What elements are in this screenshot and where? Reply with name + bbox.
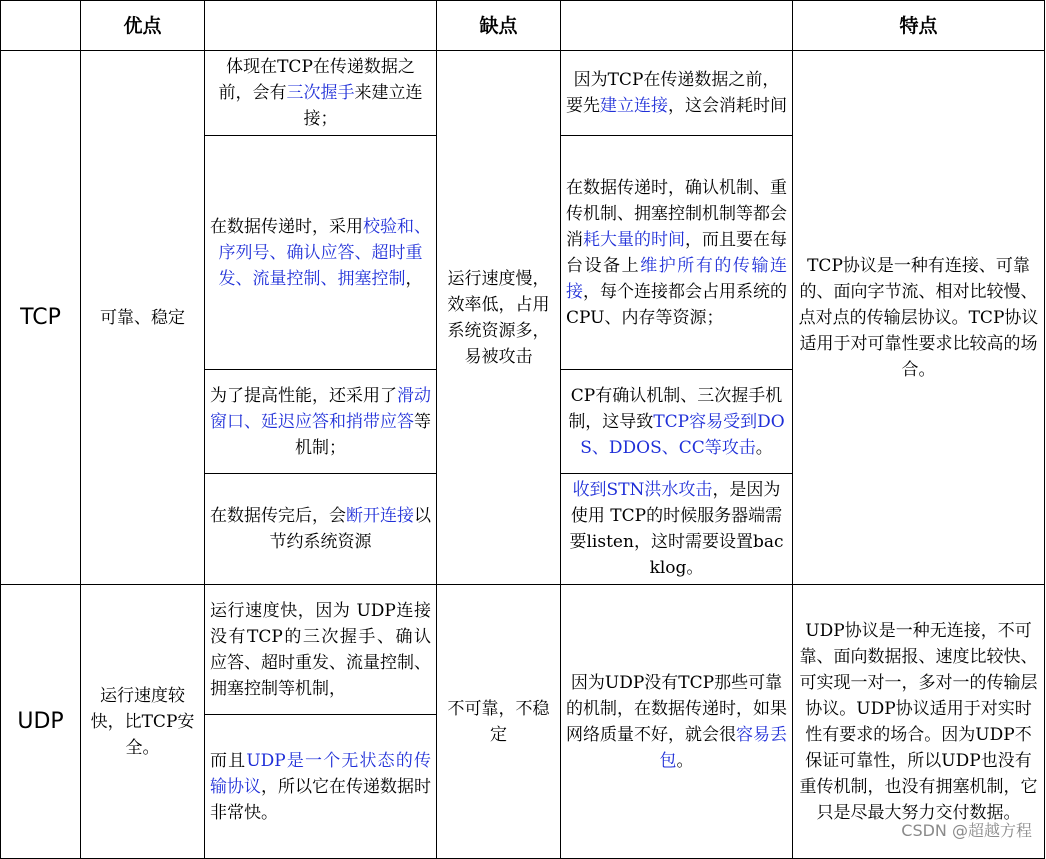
tcp-advantage-detail <box>205 51 437 136</box>
highlighted-term: 建立连接 <box>600 96 668 116</box>
tcp-row-1 <box>1 51 1045 136</box>
highlighted-term: 耗大量的时间 <box>583 229 685 250</box>
cell-text: 在数据传递时，采用 <box>210 216 363 237</box>
tcp-label: TCP <box>1 51 81 585</box>
cell-text: ，每个连接都会占用系统的CPU、内存等资源； <box>566 281 787 328</box>
highlighted-term: 滑动窗口、延迟应答和捎带应答 <box>210 385 431 432</box>
cell-text: ，所以它在传递数据时非常快。 <box>210 776 431 823</box>
cell-text: ， <box>405 268 423 289</box>
header-advantage-detail <box>205 1 437 51</box>
header-advantage: 优点 <box>81 1 205 51</box>
highlighted-term: TCP容易受到DOS、DDOS、CC等攻击 <box>580 411 785 458</box>
highlighted-term: 校验和、序列号、确认应答、超时重发、流量控制、拥塞控制 <box>218 216 431 289</box>
header-disadvantage-detail <box>561 1 793 51</box>
cell-text: 运行速度快，因为 UDP连接没有TCP的三次握手、确认应答、超时重发、流量控制、拥塞控制等机制， <box>210 600 431 699</box>
header-feature: 特点 <box>793 1 1045 51</box>
tcp-advantage-summary: 可靠、稳定 <box>81 51 205 585</box>
tcp-advantage-detail <box>205 136 437 370</box>
tcp-advantage-detail <box>205 370 437 474</box>
cell-text: ，是因为使用 TCP的时候服务器端需要listen，这时需要设置backlog。 <box>569 480 784 578</box>
udp-label: UDP <box>1 585 81 859</box>
highlighted-term: UDP是一个无状态的传输协议 <box>210 750 431 797</box>
cell-text: ，而且要在每台设备上 <box>566 229 787 276</box>
cell-text: 以节约系统资源 <box>269 506 431 552</box>
header-row <box>1 1 1045 51</box>
highlighted-term: 断开连接 <box>346 506 414 526</box>
cell-text: 在数据传完后，会 <box>210 506 346 526</box>
highlighted-term: 收到STN洪水攻击 <box>572 480 713 500</box>
udp-advantage-detail <box>205 715 437 859</box>
cell-text: 在数据传递时，确认机制、重传机制、拥塞控制机制等都会消 <box>566 177 787 250</box>
tcp-disadvantage-detail <box>561 370 793 474</box>
udp-advantage-summary: 运行速度较快，比TCP安全。 <box>81 585 205 859</box>
tcp-disadvantage-summary: 运行速度慢，效率低，占用系统资源多，易被攻击 <box>437 51 561 585</box>
cell-text: 来建立连接； <box>303 83 423 129</box>
udp-disadvantage-summary: 不可靠，不稳定 <box>437 585 561 859</box>
udp-row-1 <box>1 585 1045 715</box>
tcp-disadvantage-detail <box>561 136 793 370</box>
cell-text: 。 <box>755 437 773 458</box>
tcp-feature: TCP协议是一种有连接、可靠的、面向字节流、相对比较慢、点对点的传输层协议。TCP协议适用于对可靠性要求比较高的场合。 <box>793 51 1045 585</box>
cell-text: ，这会消耗时间 <box>668 96 787 116</box>
cell-text: 。 <box>676 750 694 771</box>
udp-feature: UDP协议是一种无连接，不可靠、面向数据报、速度比较快、可实现一对一，多对一的传输层协议。UDP协议适用于对实时性有要求的场合。因为UDP不保证可靠性，所以UDP也没有重传机制，也没有拥塞机制，它只是尽最大努力交付数据。 <box>793 585 1045 859</box>
cell-text: 因为TCP在传递数据之前，要先 <box>566 70 780 116</box>
cell-text: CP有确认机制、三次握手机制，这导致 <box>568 385 783 432</box>
highlighted-term: 三次握手 <box>286 83 355 103</box>
csdn-watermark: CSDN @超越方程 <box>901 821 1032 840</box>
cell-text: 而且 <box>210 750 247 771</box>
cell-text: 因为UDP没有TCP那些可靠的机制，在数据传递时，如果网络质量不好，就会很 <box>566 672 787 745</box>
highlighted-term: 维护所有的传输连接 <box>566 255 788 302</box>
highlighted-term: 容易丢包 <box>659 724 787 771</box>
header-disadvantage: 缺点 <box>437 1 561 51</box>
header-corner-cell <box>1 1 81 51</box>
cell-text: 为了提高性能，还采用了 <box>210 385 397 406</box>
tcp-disadvantage-detail <box>561 51 793 136</box>
udp-advantage-detail <box>205 585 437 715</box>
tcp-advantage-detail <box>205 474 437 585</box>
udp-disadvantage-detail <box>561 585 793 859</box>
cell-text: 体现在TCP在传递数据之前，会有 <box>218 57 415 103</box>
tcp-disadvantage-detail <box>561 474 793 585</box>
cell-text: 等机制； <box>295 411 431 458</box>
